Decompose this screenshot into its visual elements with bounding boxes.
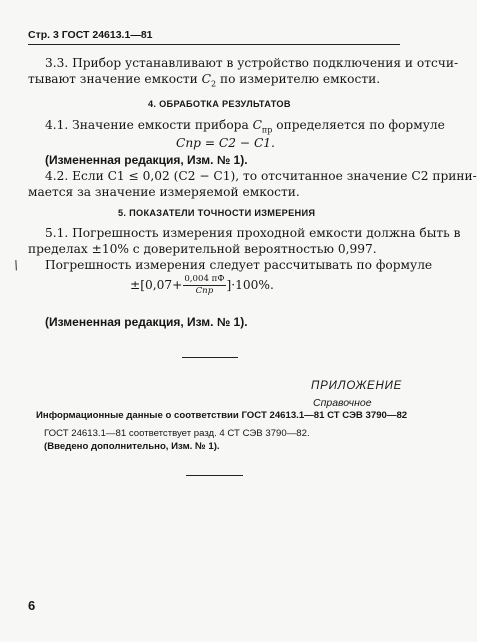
appendix-subtitle: Справочное: [313, 397, 372, 409]
info-line-2: (Введено дополнительно, Изм. № 1).: [44, 441, 220, 452]
info-title: Информационные данные о соответствии ГОСТ 24613.1—81 СТ СЭВ 3790—82: [36, 410, 408, 421]
para-5-1-line-3: Погрешность измерения следует рассчитывать по формуле: [45, 258, 433, 272]
page-header: Стр. 3 ГОСТ 24613.1—81: [28, 29, 153, 41]
formula-error: ±[0,07+ $\frac{0,004 пФ}{\text{Cпр}}$ ]·100%.: [130, 274, 274, 296]
section-4-heading: 4. ОБРАБОТКА РЕЗУЛЬТАТОВ: [148, 99, 291, 109]
info-line-1: ГОСТ 24613.1—81 соответствует разд. 4 СТ СЭВ 3790—82.: [44, 428, 310, 439]
margin-mark: /: [11, 257, 21, 273]
section-5-heading: 5. ПОКАЗАТЕЛИ ТОЧНОСТИ ИЗМЕРЕНИЯ: [118, 208, 316, 218]
appendix-title: ПРИЛОЖЕНИЕ: [311, 380, 403, 392]
para-4-2-line-1: 4.2. Если C1 ≤ 0,02 (C2 − C1), то отсчитанное значение C2 прини-: [45, 169, 477, 183]
header-rule: [28, 44, 400, 45]
page-number: 6: [28, 598, 36, 613]
para-3-3-line-1: 3.3. Прибор устанавливают в устройство подключения и отсчи-: [45, 56, 459, 70]
separator-2: [186, 475, 243, 476]
para-4-2-line-2: мается за значение измеряемой емкости.: [28, 185, 300, 199]
para-3-3-line-2: тывают значение емкости $C_2$ по измерителю емкости.: [28, 72, 381, 89]
separator-1: [182, 357, 238, 358]
para-5-1-line-1: 5.1. Погрешность измерения проходной емкости должна быть в: [45, 226, 461, 240]
formula-cpr: Cпр = C2 − C1.: [176, 136, 275, 150]
para-5-1-line-2: пределах ±10% с доверительной вероятностью 0,997.: [28, 242, 377, 256]
fraction: $\frac{0,004 пФ}{\text{Cпр}}$: [184, 274, 225, 296]
para-4-1: 4.1. Значение емкости прибора $C_{пр}$ определяется по формуле: [45, 118, 445, 135]
change-note-5: (Измененная редакция, Изм. № 1).: [45, 315, 248, 329]
change-note-4: (Измененная редакция, Изм. № 1).: [45, 153, 248, 167]
